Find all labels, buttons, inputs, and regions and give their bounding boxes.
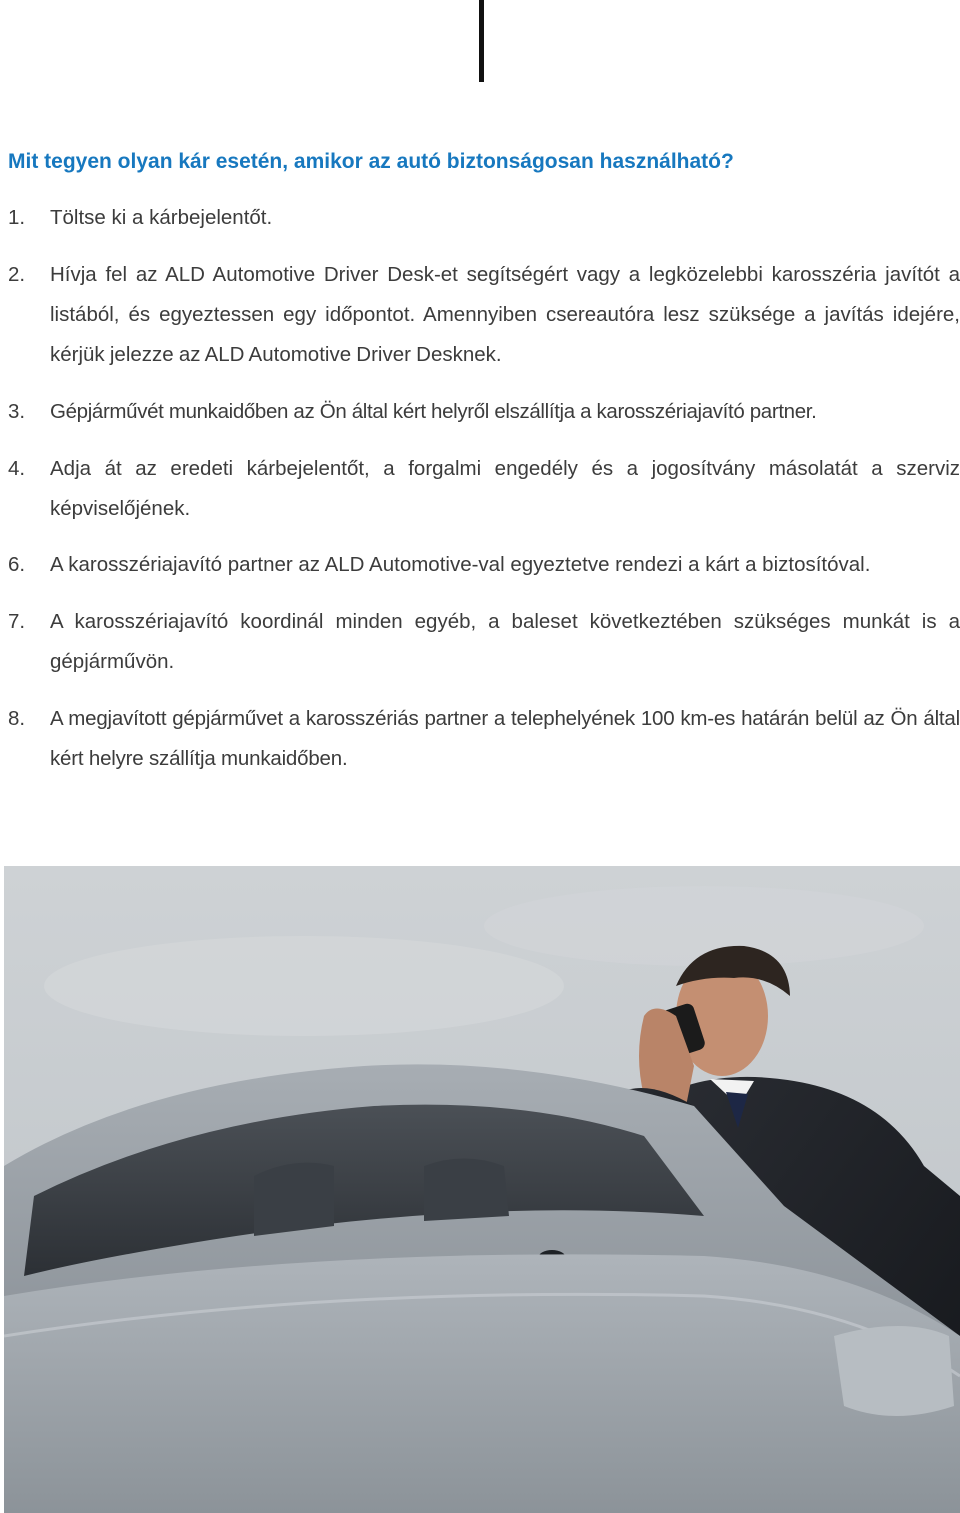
steps-list (0, 198, 960, 779)
section-heading: Mit tegyen olyan kár esetén, amikor az autó biztonságosan használható? (8, 150, 734, 173)
step-number: 2. (8, 263, 26, 286)
step-text: A karosszériajavító koordinál minden egyéb, a baleset következtében szükséges munkát is a gépjárművön. (50, 610, 960, 673)
step-number: 8. (8, 707, 26, 730)
step-item (0, 545, 960, 585)
step-text: Gépjárművét munkaidőben az Ön által kért helyről elszállítja a karosszériajavító partner. (50, 400, 817, 423)
cloud (44, 936, 564, 1036)
step-number: 1. (8, 206, 26, 229)
step-item (0, 392, 960, 432)
step-item (0, 198, 960, 238)
step-text: Hívja fel az ALD Automotive Driver Desk-et segítségért vagy a legközelebbi karosszéria javítót a listából, és egyeztessen egy időpontot. Amennyiben csereautóra lesz szüksége a javítás idejére, kérjük jelezze az ALD Automotive Driver Desknek. (50, 263, 960, 366)
step-item (0, 449, 960, 529)
step-item (0, 602, 960, 682)
businessman-car-photo (4, 866, 960, 1513)
side-mirror (834, 1326, 954, 1416)
step-text: Adja át az eredeti kárbejelentőt, a forgalmi engedély és a jogosítvány másolatát a szerviz képviselőjének. (50, 457, 960, 520)
step-text: Töltse ki a kárbejelentőt. (50, 206, 273, 229)
step-item (0, 255, 960, 375)
top-divider-rule (479, 0, 484, 82)
step-text: A megjavított gépjárművet a karosszériás partner a telephelyének 100 km-es határán belül az Ön által kért helyre szállítja munkaidőben. (50, 707, 960, 770)
step-number: 7. (8, 610, 26, 633)
step-number: 3. (8, 400, 26, 423)
step-number: 4. (8, 457, 26, 480)
step-number: 6. (8, 553, 26, 576)
step-item (0, 699, 960, 779)
step-text: A karosszériajavító partner az ALD Automotive-val egyeztetve rendezi a kárt a biztosítóval. (50, 553, 871, 576)
